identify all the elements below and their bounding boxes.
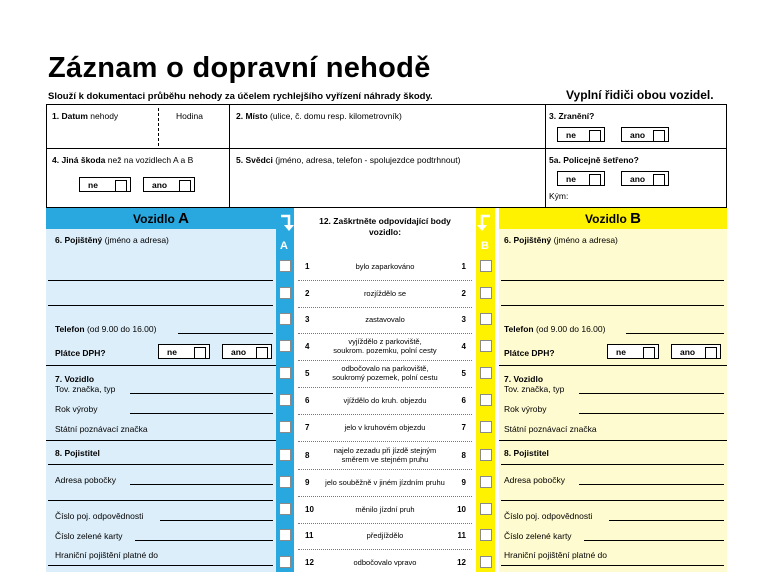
b-year-field[interactable] — [579, 413, 724, 414]
field-place[interactable]: 2. Místo (ulice, č. domu resp. kilometrovník) — [236, 111, 402, 121]
circumstance-10-label: měnilo jízdní pruh — [355, 505, 415, 514]
circumstance-number: 11 — [305, 531, 314, 540]
b-branch-label: Adresa pobočky — [504, 475, 565, 485]
circumstance-10-a-checkbox[interactable] — [279, 503, 291, 515]
strip-b-letter: B — [481, 240, 489, 252]
divider — [298, 360, 472, 361]
b-policy-field[interactable] — [609, 520, 724, 521]
a-insured-line[interactable] — [48, 305, 273, 306]
damage-no-checkbox[interactable]: ne — [79, 177, 131, 192]
circumstance-number: 7 — [305, 423, 310, 432]
circumstance-4-a-checkbox[interactable] — [279, 340, 291, 352]
a-phone-label: Telefon (od 9.00 do 16.00) — [55, 324, 157, 334]
circumstance-number: 11 — [457, 531, 466, 540]
circumstance-number: 10 — [457, 505, 466, 514]
injury-yes-checkbox[interactable]: ano — [621, 127, 669, 142]
circumstance-number: 7 — [461, 423, 466, 432]
circumstances-heading: 12. Zaškrtněte odpovídající body vozidlo: — [319, 216, 451, 237]
a-plate-label: Státní poznávací značka — [55, 424, 148, 434]
circumstance-number: 3 — [461, 315, 466, 324]
circumstance-5-b-checkbox[interactable] — [480, 367, 492, 379]
divider — [298, 496, 472, 497]
circumstance-3-b-checkbox[interactable] — [480, 313, 492, 325]
arrow-down-icon — [278, 214, 294, 234]
circumstance-7-a-checkbox[interactable] — [279, 421, 291, 433]
circumstance-12-label: odbočovalo vpravo — [353, 558, 417, 567]
b-phone-label: Telefon (od 9.00 do 16.00) — [504, 324, 606, 334]
circumstance-number: 2 — [305, 289, 310, 298]
b-branch-field[interactable] — [579, 484, 724, 485]
divider — [298, 414, 472, 415]
circumstance-number: 4 — [305, 342, 310, 351]
circumstance-number: 8 — [305, 451, 310, 460]
circumstance-number: 10 — [305, 505, 314, 514]
circumstance-1-label: bylo zaparkováno — [355, 262, 415, 271]
b-year-label: Rok výroby — [504, 404, 547, 414]
b-insured-label: 6. Pojištěný (jméno a adresa) — [504, 235, 618, 245]
circumstance-1-b-checkbox[interactable] — [480, 260, 492, 272]
circumstance-number: 4 — [461, 342, 466, 351]
a-vat-no-checkbox[interactable]: ne — [158, 344, 210, 359]
circumstance-9-a-checkbox[interactable] — [279, 476, 291, 488]
b-insured-line[interactable] — [501, 305, 724, 306]
circumstance-number: 9 — [461, 478, 466, 487]
strip-a-letter: A — [280, 240, 288, 252]
field-injury: 3. Zranění? — [549, 111, 595, 121]
a-insurer-label: 8. Pojistitel — [55, 448, 100, 458]
a-insured-label: 6. Pojištěný (jméno a adresa) — [55, 235, 169, 245]
page-title: Záznam o dopravní nehodě — [48, 52, 431, 84]
field-hour[interactable]: Hodina — [176, 111, 203, 121]
b-insurer-field[interactable] — [501, 464, 724, 465]
b-green-field[interactable] — [584, 540, 724, 541]
circumstance-11-label: předjíždělo — [366, 531, 404, 540]
a-phone-field[interactable] — [178, 333, 273, 334]
vehicle-b-header: Vozidlo B — [499, 208, 727, 229]
circumstance-3-a-checkbox[interactable] — [279, 313, 291, 325]
b-policy-label: Číslo poj. odpovědnosti — [504, 511, 593, 521]
divider — [158, 108, 159, 146]
circumstance-11-b-checkbox[interactable] — [480, 529, 492, 541]
b-phone-field[interactable] — [626, 333, 724, 334]
a-policy-label: Číslo poj. odpovědnosti — [55, 511, 144, 521]
circumstance-number: 2 — [461, 289, 466, 298]
b-vat-yes-checkbox[interactable]: ano — [671, 344, 721, 359]
a-branch-field[interactable] — [48, 500, 273, 501]
circumstance-9-label: jelo souběžně v jiném jízdním pruhu — [325, 478, 445, 487]
b-type-label: Tov. značka, typ — [504, 384, 565, 394]
circumstance-7-label: jelo v kruhovém objezdu — [344, 423, 426, 432]
divider — [545, 104, 546, 208]
circumstance-4-b-checkbox[interactable] — [480, 340, 492, 352]
a-branch-field[interactable] — [130, 484, 273, 485]
divider — [298, 307, 472, 308]
a-green-label: Číslo zelené karty — [55, 531, 123, 541]
b-branch-field[interactable] — [501, 500, 724, 501]
circumstance-number: 9 — [305, 478, 310, 487]
field-witnesses[interactable]: 5. Svědci (jméno, adresa, telefon - spolujezdce podtrhnout) — [236, 155, 461, 165]
b-plate-label: Státní poznávací značka — [504, 424, 597, 434]
a-vat-yes-checkbox[interactable]: ano — [222, 344, 272, 359]
police-yes-checkbox[interactable]: ano — [621, 171, 669, 186]
divider — [298, 469, 472, 470]
divider — [298, 280, 472, 281]
divider — [298, 333, 472, 334]
divider — [298, 387, 472, 388]
circumstance-3-label: zastavovalo — [365, 315, 405, 324]
circumstance-2-b-checkbox[interactable] — [480, 287, 492, 299]
circumstance-6-b-checkbox[interactable] — [480, 394, 492, 406]
circumstance-12-a-checkbox[interactable] — [279, 556, 291, 568]
circumstance-8-a-checkbox[interactable] — [279, 449, 291, 461]
police-no-checkbox[interactable]: ne — [557, 171, 605, 186]
circumstance-number: 3 — [305, 315, 310, 324]
circumstance-5-label: odbočovalo na parkoviště, soukromý pozemek, polní cestu — [332, 364, 438, 382]
divider — [46, 365, 276, 366]
circumstance-number: 1 — [461, 262, 466, 271]
circumstance-number: 1 — [305, 262, 310, 271]
vehicle-a-header: Vozidlo A — [46, 208, 276, 229]
divider — [229, 104, 230, 208]
divider — [298, 523, 472, 524]
circumstance-8-b-checkbox[interactable] — [480, 449, 492, 461]
circumstance-11-a-checkbox[interactable] — [279, 529, 291, 541]
circumstance-9-b-checkbox[interactable] — [480, 476, 492, 488]
a-border-field[interactable] — [48, 565, 273, 566]
circumstance-number: 5 — [305, 369, 310, 378]
circumstance-5-a-checkbox[interactable] — [279, 367, 291, 379]
b-green-label: Číslo zelené karty — [504, 531, 572, 541]
a-policy-field[interactable] — [160, 520, 273, 521]
a-border-label: Hraniční pojištění platné do — [55, 550, 159, 560]
divider — [46, 148, 727, 149]
circumstance-12-b-checkbox[interactable] — [480, 556, 492, 568]
arrow-down-icon — [477, 214, 493, 234]
field-other-damage: 4. Jiná škoda než na vozidlech A a B — [52, 155, 194, 165]
divider — [499, 440, 727, 441]
circumstance-number: 5 — [461, 369, 466, 378]
a-insurer-field[interactable] — [48, 464, 273, 465]
a-vat-label: Plátce DPH? — [55, 348, 106, 358]
page-subtitle: Slouží k dokumentaci průběhu nehody za účelem rychlejšího vyřízení náhrady škody. — [48, 91, 433, 102]
circumstance-7-b-checkbox[interactable] — [480, 421, 492, 433]
circumstance-number: 6 — [305, 396, 310, 405]
circumstance-6-a-checkbox[interactable] — [279, 394, 291, 406]
circumstance-8-label: najelo zezadu při jízdě stejným směrem ve stejném pruhu — [333, 446, 437, 464]
a-green-field[interactable] — [135, 540, 273, 541]
field-date[interactable]: 1. Datum nehody — [52, 111, 119, 121]
a-branch-label: Adresa pobočky — [55, 475, 116, 485]
circumstance-number: 8 — [461, 451, 466, 460]
circumstance-number: 12 — [457, 558, 466, 567]
field-police: 5a. Policejně šetřeno? — [549, 155, 639, 165]
b-border-label: Hraniční pojištění platné do — [504, 550, 608, 560]
instruction-note: Vyplní řidiči obou vozidel. — [566, 88, 714, 102]
circumstance-1-a-checkbox[interactable] — [279, 260, 291, 272]
damage-yes-checkbox[interactable]: ano — [143, 177, 195, 192]
b-border-field[interactable] — [501, 565, 724, 566]
circumstance-4-label: vyjíždělo z parkoviště, soukrom. pozemku, polní cesty — [333, 337, 437, 355]
divider — [298, 441, 472, 442]
b-insurer-label: 8. Pojistitel — [504, 448, 549, 458]
circumstance-2-a-checkbox[interactable] — [279, 287, 291, 299]
divider — [499, 365, 727, 366]
divider — [298, 549, 472, 550]
a-insured-line[interactable] — [48, 280, 273, 281]
b-vat-no-checkbox[interactable]: ne — [607, 344, 659, 359]
divider — [46, 440, 276, 441]
circumstance-number: 12 — [305, 558, 314, 567]
a-year-field[interactable] — [130, 413, 273, 414]
b-vat-label: Plátce DPH? — [504, 348, 555, 358]
circumstance-number: 6 — [461, 396, 466, 405]
a-type-field[interactable] — [130, 393, 273, 394]
circumstance-6-label: vjíždělo do kruh. objezdu — [343, 396, 427, 405]
injury-no-checkbox[interactable]: ne — [557, 127, 605, 142]
a-type-label: Tov. značka, typ — [55, 384, 116, 394]
circumstance-10-b-checkbox[interactable] — [480, 503, 492, 515]
b-type-field[interactable] — [579, 393, 724, 394]
b-vehicle-label: 7. Vozidlo — [504, 374, 544, 384]
b-insured-line[interactable] — [501, 280, 724, 281]
police-by-field[interactable]: Kým: — [549, 191, 569, 201]
circumstance-2-label: rozjíždělo se — [363, 289, 407, 298]
a-vehicle-label: 7. Vozidlo — [55, 374, 95, 384]
a-year-label: Rok výroby — [55, 404, 98, 414]
